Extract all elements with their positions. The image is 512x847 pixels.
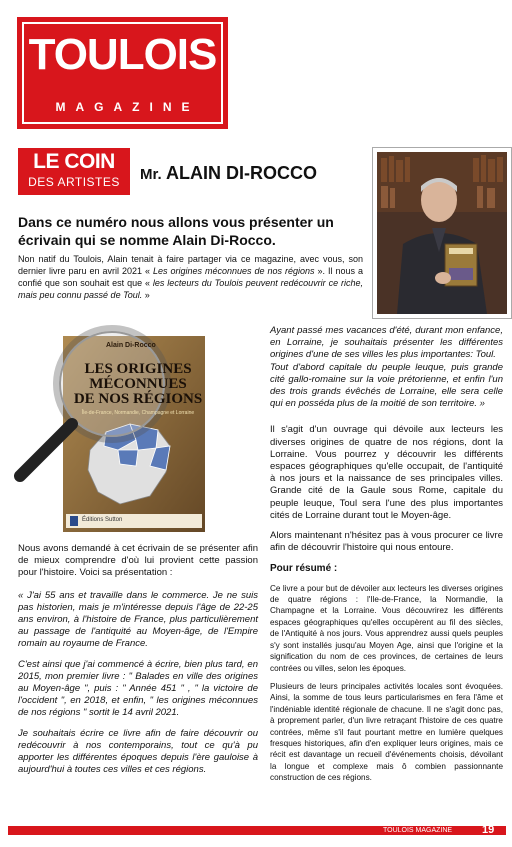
right-quote-paragraph-1 [270,325,503,362]
masthead-title: TOULOIS [28,30,217,79]
section-logo-line1: LE COIN [33,150,115,173]
left-quote-paragraph-2 [18,659,258,720]
right-quote-text-2: Tout d'abord capitale du peuple leuque, puis grande cité gallo-romaine sur la voie prétorienne, et enfin l'un des trois grands évêchés de Lorraine, elle sera celle qui en posséda plus de la moitié de son territoire. » [270,361,503,410]
right-paragraph-2: Alors maintenant n'hésitez pas à vous procurer ce livre afin de découvrir l'histoire qui nous entoure. [270,530,503,554]
section-logo-line2: DES ARTISTES [28,175,120,189]
left-column [18,543,258,776]
magazine-masthead [17,17,228,129]
masthead-border [22,22,223,124]
artist-fullname: ALAIN DI-ROCCO [166,163,318,183]
summary-paragraph-1: Ce livre a pour but de dévoiler aux lecteurs les diverses origines de quatre régions : l'Ile-de-France, la Normandie, la Champagne et la Lorraine. Vous découvrirez les différents espaces géographiques qu'elles occupèrent au fil des siècles, de l'Antiquité à nos jours. Vous apprendrez aussi quels peuples s'y sont installés jusqu'au Moyen Age, ainsi que l'origine et la signification du nom de ces provinces, de certaines de leurs contrées ou villes, selon les époques. [270,583,503,673]
book-cover-graphic [10,300,258,532]
left-quote-text-3: Je souhaitais écrire ce livre afin de faire découvrir ou redécouvrir à nos contemporains, tout ce qu'à pu apporter les différentes époques depuis l'ère gauloise à aujourd'hui à toutes ces villes et ces régions. [18,727,258,776]
artist-name [140,163,317,184]
summary-heading: Pour résumé : [270,563,338,575]
intro-text-3: » [142,290,150,300]
section-logo [18,148,130,195]
cover-author: Alain Di-Rocco [106,342,156,349]
left-quote-text-2: C'est ainsi que j'ai commencé à écrire, bien plus tard, en 2015, mon premier livre : " Balades en ville des origines au Moyen-âge ", puis : " Année 451 " , " la victoire de l'occident ", en 2018, et enfin, " les origines méconnues de nos régions " sortit le 14 avril 2021. [18,658,258,719]
summary-paragraph-2: Plusieurs de leurs principales activités locales sont évoquées. Ainsi, la somme de tous leurs particularismes en fera l'âme et l'indéniable identité régionale de chacune. Il ne s'agit donc pas, à proprement parler, d'un livre retraçant l'histoire de ces quatre contrées, même s'il faut pourtant mettre en lumière quelques fresques historiques, afin d'en expliquer leurs origines, mais ce récit est davantage un recueil d'événements choisis, dévoilant la longue et complexe mais ô combien passionnante construction de ces régions. [270,681,503,783]
left-paragraph: Nous avons demandé à cet écrivain de se présenter afin de mieux comprendre d'où lui provient cette passion pour l'histoire. Voici sa présentation : [18,543,258,579]
cover-title-line-2: MÉCONNUES [89,376,187,392]
right-column [270,325,503,784]
intro-quote: les lecteurs du Toulois peuvent redécouvrir ce riche, mais peu connu passé de Toul. [18,278,363,300]
left-quote-paragraph-1 [18,590,258,651]
left-quote-text-1: « J'ai 55 ans et travaille dans le commerce. Je ne suis pas historien, mais je m'intéresse depuis l'âge de 22-25 ans environ, à l'histoire de France, plus particulièrement au passage de l'antiquité au Moyen-âge, de l'Empire romain au royaume de France. [18,589,258,650]
masthead-subtitle: MAGAZINE [55,100,200,114]
author-photo-illustration [377,152,507,314]
right-quote-paragraph-2 [270,362,503,411]
cover-subtitle: Île-de-France, Normandie, Champagne et Lorraine [81,410,195,416]
book-cover-illustration [10,300,258,532]
intro-book-title: Les origines méconnues de nos régions [152,266,315,276]
footer-page-number: 19 [482,824,495,836]
intro-text-1: Non natif du Toulois, Alain tenait à faire partager via ce magazine, avec vous, son dernier livre paru en avril 2021 « [18,254,363,276]
cover-title-line-1: LES ORIGINES [84,361,192,377]
footer-magazine-label: TOULOIS MAGAZINE [383,827,453,834]
cover-publisher: Éditions Sutton [82,517,123,523]
cover-title-line-3: DE NOS RÉGIONS [73,391,203,407]
cover-title [68,362,208,407]
article-intro [18,253,363,301]
article-headline: Dans ce numéro nous allons vous présenter un écrivain qui se nomme Alain Di-Rocco. [18,214,334,248]
intro-text-2: ». Il nous a confié que son souhait est que « [18,266,363,288]
right-paragraph-1: Il s'agit d'un ouvrage qui dévoile aux lecteurs les diverses origines de quatre de nos régions, dont la Lorraine. Vous pourrez y découvrir les différents espaces géographiques qu'elle occupait, de l'antiquité à nos jours et la naissance de ses principales villes. Grande cité de la Gaule sous Rome, capitale du peuple leuque, Toul sera l'une des plus importantes cités de Lorraine durant tout le Moyen-âge. [270,424,503,521]
artist-prefix: Mr. [140,166,162,183]
right-quote-text-1: Ayant passé mes vacances d'été, durant mon enfance, en Lorraine, je souhaitais présenter les différentes origines d'une de ses villes les plus importantes: Toul. [270,325,503,361]
left-quote-paragraph-3 [18,728,258,777]
author-photo [373,148,511,318]
